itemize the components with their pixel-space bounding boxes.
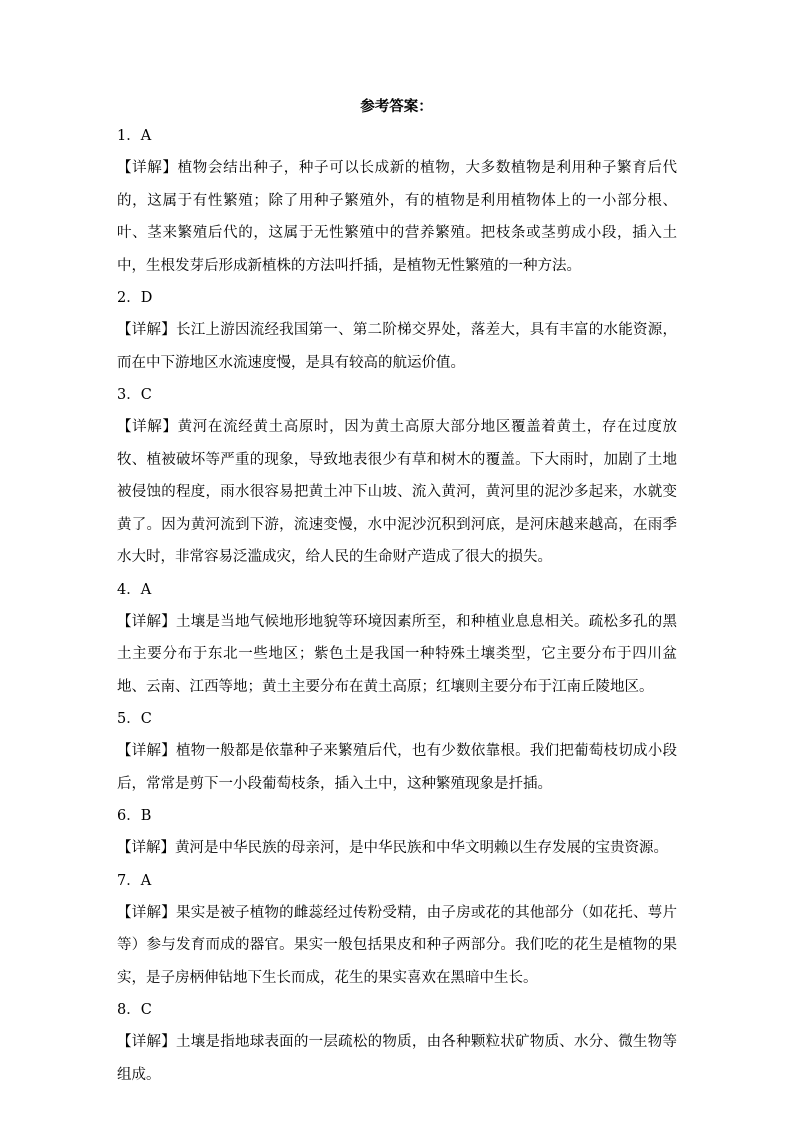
detail-text: 黄河在流经黄土高原时，因为黄土高原大部分地区覆盖着黄土，存在过度放牧、植被破坏等严重的现象，导致地表很少有草和树木的覆盖。下大雨时，加剧了土地被侵蚀的程度，雨水很容易把黄土冲下山坡、流入黄河，黄河里的泥沙多起来，水就变黄了。因为黄河流到下游，流速变慢，水中泥沙沉积到河底，是河床越来越高，在雨季水大时，非常容易泛滥成灾，给人民的生命财产造成了很大的损失。 [117, 419, 678, 565]
detail-tag: 【详解】 [117, 840, 175, 856]
answer-4: 4．A [117, 581, 152, 598]
detail-text: 长江上游因流经我国第一、第二阶梯交界处，落差大，具有丰富的水能资源，而在中下游地区水流速度慢，是具有较高的航运价值。 [117, 322, 678, 371]
detail-text: 土壤是当地气候地形地貌等环境因素所至，和种植业息息相关。疏松多孔的黑土主要分布于东北一些地区；紫色土是我国一种特殊土壤类型，它主要分布于四川盆地、云南、江西等地；黄土主要分布在黄土高原；红壤则主要分布于江南丘陵地区。 [117, 613, 678, 695]
page-title: 参考答案： [360, 98, 433, 115]
detail-3 [117, 411, 677, 574]
detail-5 [117, 735, 677, 800]
detail-4 [117, 606, 677, 704]
detail-1 [117, 152, 677, 282]
answer-2: 2．D [117, 290, 153, 306]
detail-text: 果实是被子植物的雌蕊经过传粉受精，由子房或花的其他部分（如花托、萼片等）参与发育而成的器官。果实一般包括果皮和种子两部分。我们吃的花生是植物的果实，是子房柄伸钻地下生长而成，花生的果实喜欢在黑暗中生长。 [117, 904, 678, 986]
detail-tag: 【详解】 [117, 322, 176, 338]
detail-text: 土壤是指地球表面的一层疏松的物质，由各种颗粒状矿物质、水分、微生物等组成。 [117, 1034, 678, 1083]
detail-tag: 【详解】 [117, 613, 176, 630]
detail-tag: 【详解】 [117, 419, 178, 435]
answer-1: 1．A [117, 128, 152, 144]
answer-list [117, 120, 677, 1091]
answer-3: 3．C [117, 387, 152, 403]
detail-8 [117, 1026, 677, 1091]
detail-text: 植物一般都是依靠种子来繁殖后代，也有少数依靠根。我们把葡萄枝切成小段后，常常是剪下一小段葡萄枝条，插入土中，这种繁殖现象是扦插。 [117, 743, 678, 792]
detail-tag: 【详解】 [117, 743, 176, 759]
detail-text: 黄河是中华民族的母亲河，是中华民族和中华文明赖以生存发展的宝贵资源。 [175, 840, 668, 856]
answer-5: 5．C [117, 711, 152, 727]
detail-tag: 【详解】 [117, 904, 176, 921]
detail-7 [117, 897, 677, 995]
answer-8: 8．C [117, 1002, 152, 1018]
detail-2 [117, 314, 677, 379]
answer-6: 6．B [117, 808, 152, 824]
answer-7: 7．A [117, 872, 152, 889]
detail-tag: 【详解】 [117, 1034, 176, 1050]
detail-6 [117, 832, 677, 865]
detail-tag: 【详解】 [117, 160, 178, 176]
detail-text: 植物会结出种子，种子可以长成新的植物，大多数植物是利用种子繁育后代的，这属于有性繁殖；除了用种子繁殖外，有的植物是利用植物体上的一小部分根、叶、茎来繁殖后代的，这属于无性繁殖中的营养繁殖。把枝条或茎剪成小段，插入土中，生根发芽后形成新植株的方法叫扦插，是植物无性繁殖的一种方法。 [117, 160, 678, 274]
